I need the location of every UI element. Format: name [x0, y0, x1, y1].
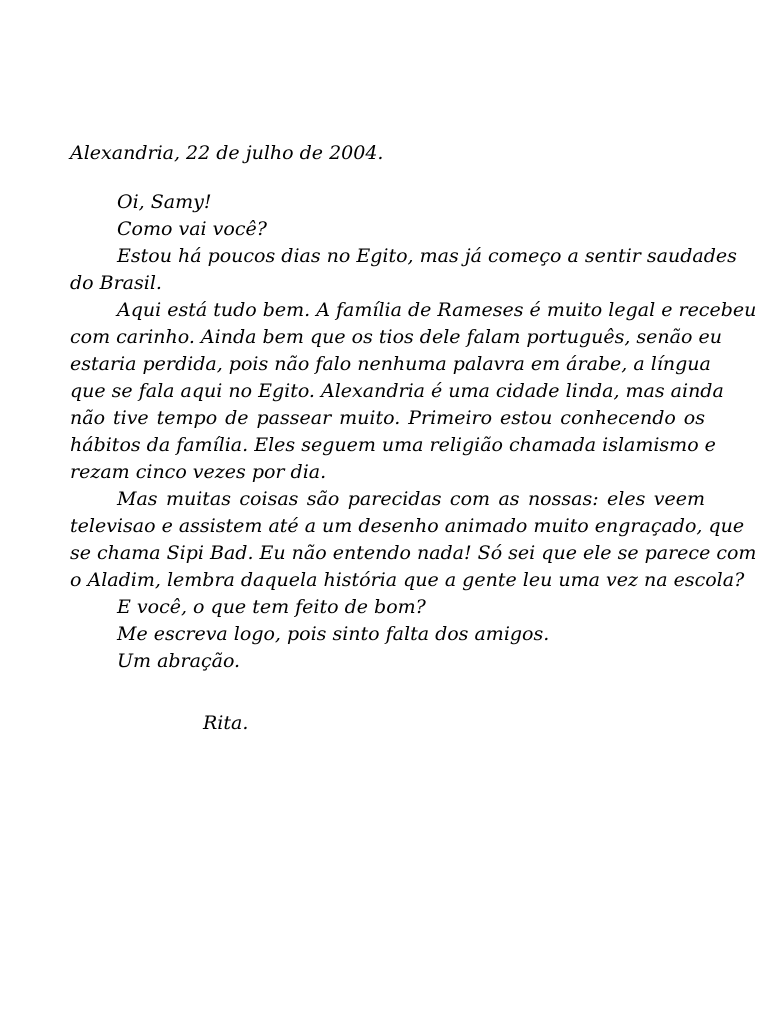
paragraph-line: estaria perdida, pois não falo nenhuma palavra em árabe, a língua — [70, 353, 711, 375]
letter-greeting: Oi, Samy! — [117, 191, 212, 213]
paragraph-1 — [70, 243, 737, 297]
paragraph-line: televisao e assistem até a um desenho animado muito engraçado, que — [70, 515, 745, 537]
farewell-line: Um abração. — [117, 650, 241, 672]
letter-body — [70, 140, 757, 675]
paragraph-line: hábitos da família. Eles seguem uma religião chamada islamismo e — [70, 434, 716, 456]
paragraph-line: com carinho. Ainda bem que os tios dele falam português, senão eu — [70, 326, 722, 348]
letter-date: Alexandria, 22 de julho de 2004. — [70, 142, 384, 164]
closing-question: E você, o que tem feito de bom? — [117, 596, 426, 618]
letter-question: Como vai você? — [117, 218, 267, 240]
paragraph-line: não tive tempo de passear muito. Primeiro estou conhecendo os — [70, 407, 705, 429]
paragraph-line: do Brasil. — [70, 272, 162, 294]
paragraph-line: o Aladim, lembra daquela história que a gente leu uma vez na escola? — [70, 569, 745, 591]
paragraph-line: se chama Sipi Bad. Eu não entendo nada! Só sei que ele se parece com — [70, 542, 757, 564]
paragraph-line: que se fala aqui no Egito. Alexandria é uma cidade linda, mas ainda — [70, 380, 724, 402]
paragraph-line: Mas muitas coisas são parecidas com as nossas: eles veem — [117, 488, 705, 510]
paragraph-3 — [70, 486, 757, 594]
paragraph-line: Estou há poucos dias no Egito, mas já começo a sentir saudades — [117, 245, 737, 267]
request-line: Me escreva logo, pois sinto falta dos amigos. — [117, 623, 550, 645]
paragraph-line: Aqui está tudo bem. A família de Rameses é muito legal e recebeu — [117, 299, 757, 321]
paragraph-2 — [70, 297, 757, 486]
paragraph-line: rezam cinco vezes por dia. — [70, 461, 327, 483]
signature: Rita. — [203, 712, 249, 734]
